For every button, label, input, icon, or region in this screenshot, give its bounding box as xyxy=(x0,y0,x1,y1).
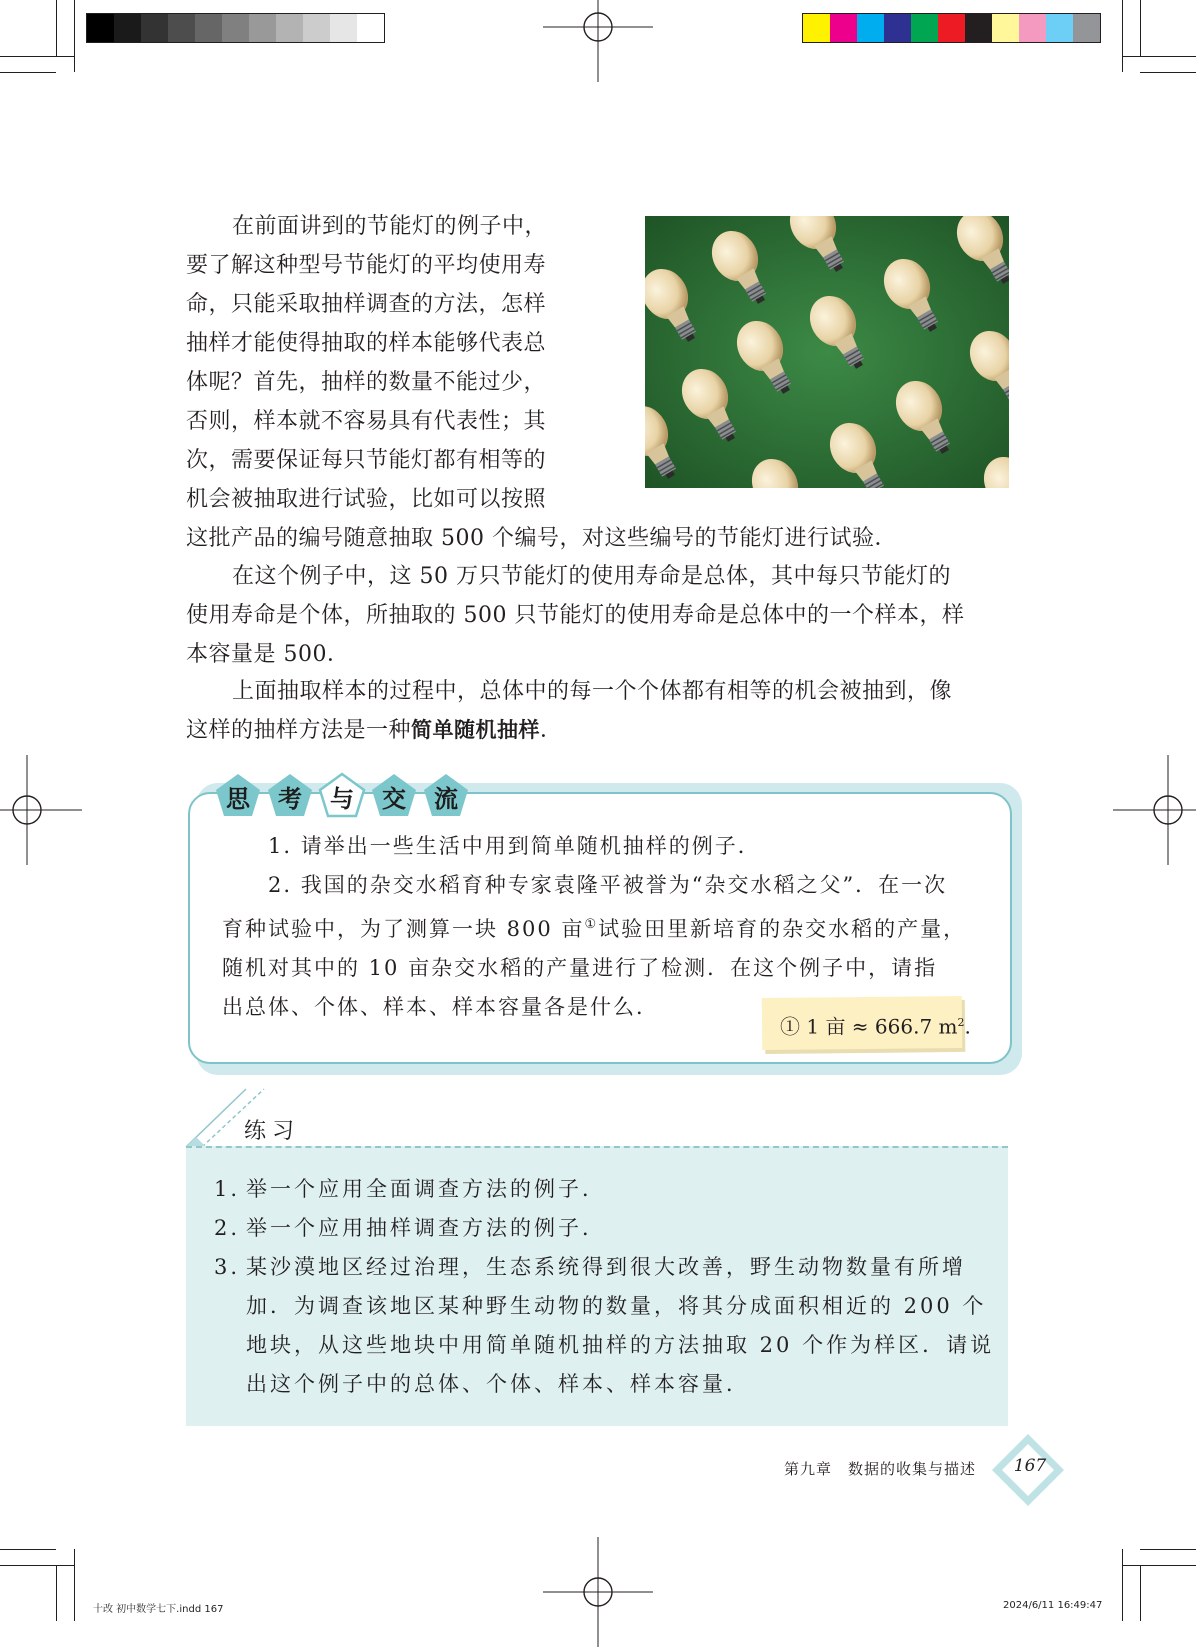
para3-text: ． xyxy=(540,718,563,743)
intro-full-line xyxy=(186,519,1016,558)
q2-line xyxy=(222,905,982,949)
intro-line: 次，需要保证每只节能灯都有相等的 xyxy=(186,448,547,473)
practice-item-1 xyxy=(214,1170,1004,1209)
para2-line: 在这个例子中，这 50 万只节能灯的使用寿命是总体，其中每只节能灯的 xyxy=(232,564,951,589)
footnote-end: . xyxy=(964,1014,971,1039)
title-char: 思 xyxy=(226,784,250,813)
title-badge xyxy=(266,772,314,820)
item-text: 举一个应用全面调查方法的例子． xyxy=(246,1177,606,1201)
item-text: 举一个应用抽样调查方法的例子． xyxy=(246,1216,606,1240)
think-discuss-title xyxy=(214,772,470,820)
registration-mark-bottom xyxy=(543,1537,653,1647)
title-char: 流 xyxy=(434,784,458,813)
item-number: 1. xyxy=(214,1177,241,1201)
intro-paragraph xyxy=(186,207,606,519)
footnote-body: ① 1 亩 ≈ 666.7 m xyxy=(780,1014,958,1039)
title-badge xyxy=(318,772,366,820)
intro-line: 这批产品的编号随意抽取 500 个编号，对这些编号的节能灯进行试验． xyxy=(186,526,897,551)
q2-line: 出总体、个体、样本、样本容量各是什么． xyxy=(222,995,659,1019)
process-color-bar xyxy=(802,13,1101,43)
intro-line: 体呢？首先，抽样的数量不能过少， xyxy=(186,370,547,395)
light-bulbs-photo xyxy=(645,216,1009,488)
slug-timestamp: 2024/6/11 16:49:47 xyxy=(1003,1600,1103,1611)
intro-line: 否则，样本就不容易具有代表性；其 xyxy=(186,409,547,434)
intro-line: 机会被抽取进行试验，比如可以按照 xyxy=(186,487,547,512)
title-char: 交 xyxy=(382,784,406,813)
intro-line: 要了解这种型号节能灯的平均使用寿 xyxy=(186,253,547,278)
key-term: 简单随机抽样 xyxy=(411,718,541,742)
registration-mark-top xyxy=(543,0,653,82)
title-badge xyxy=(422,772,470,820)
practice-item-2 xyxy=(214,1209,1004,1248)
grayscale-color-bar xyxy=(86,13,385,43)
q2-line: 随机对其中的 10 亩杂交水稻的产量进行了检测．在这个例子中，请指 xyxy=(222,956,938,980)
para2-line: 本容量是 500． xyxy=(186,642,350,667)
intro-line: 命，只能采取抽样调查的方法，怎样 xyxy=(186,292,547,317)
item-text: 出这个例子中的总体、个体、样本、样本容量． xyxy=(246,1372,750,1396)
title-badge xyxy=(214,772,262,820)
para3-text: 这样的抽样方法是一种 xyxy=(186,718,412,743)
item-number: 2. xyxy=(214,1216,241,1240)
q2-line: 2. 我国的杂交水稻育种专家袁隆平被誉为“杂交水稻之父”．在一次 xyxy=(268,873,948,897)
footnote-marker: ① xyxy=(584,917,599,932)
intro-line: 抽样才能使得抽取的样本能够代表总 xyxy=(186,331,547,356)
item-text: 某沙漠地区经过治理，生态系统得到很大改善，野生动物数量有所增 xyxy=(246,1255,966,1279)
body-paragraph-2 xyxy=(186,557,1016,674)
practice-item-3 xyxy=(214,1248,1004,1404)
item-number: 3. xyxy=(214,1255,241,1279)
intro-line: 在前面讲到的节能灯的例子中， xyxy=(232,214,548,239)
footnote-exponent: 2 xyxy=(957,1016,965,1029)
item-text: 加．为调查该地区某种野生动物的数量，将其分成面积相近的 200 个 xyxy=(246,1294,987,1318)
para3-line xyxy=(186,711,1016,750)
chapter-running-head: 第九章 数据的收集与描述 xyxy=(784,1460,977,1478)
q2-text: 试验田里新培育的杂交水稻的产量， xyxy=(598,917,967,941)
think-question-1: 1. 请举出一些生活中用到简单随机抽样的例子． xyxy=(268,834,761,858)
title-char: 考 xyxy=(278,784,302,813)
practice-title: 练习 xyxy=(244,1119,301,1144)
title-char: 与 xyxy=(330,784,354,813)
q2-text: 育种试验中，为了测算一块 800 亩 xyxy=(222,917,585,941)
para3-line: 上面抽取样本的过程中，总体中的每一个个体都有相等的机会被抽到，像 xyxy=(232,679,953,704)
para2-line: 使用寿命是个体，所抽取的 500 只节能灯的使用寿命是总体中的一个样本，样 xyxy=(186,603,965,628)
footnote-text xyxy=(780,1009,971,1041)
body-paragraph-3 xyxy=(186,672,1016,750)
title-badge xyxy=(370,772,418,820)
registration-mark-right xyxy=(1113,755,1196,865)
page-number: 167 xyxy=(1013,1456,1047,1476)
slug-file-name: 十改 初中数学七下.indd 167 xyxy=(93,1604,224,1615)
item-text: 地块，从这些地块中用简单随机抽样的方法抽取 20 个作为样区．请说 xyxy=(246,1333,995,1357)
registration-mark-left xyxy=(0,755,82,865)
